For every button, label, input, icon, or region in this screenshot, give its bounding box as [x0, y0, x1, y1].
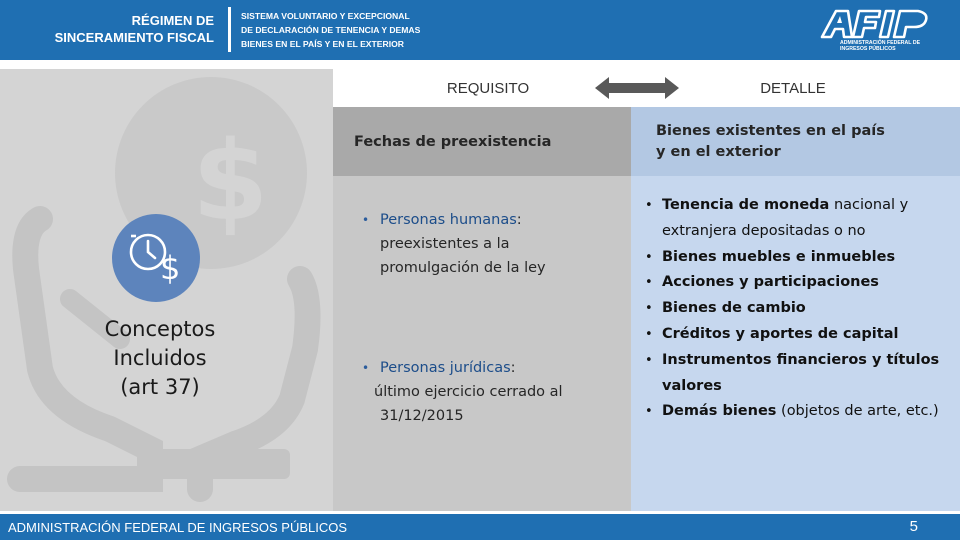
- list-item: [642, 348, 952, 400]
- item-bold: Acciones y participaciones: [662, 274, 879, 291]
- person-type: Personas jurídicas: [380, 360, 511, 376]
- list-item: [642, 399, 952, 425]
- concept-line3: (art 37): [120, 375, 200, 399]
- person-line2: 31/12/2015: [380, 408, 464, 424]
- detalle-header: [631, 107, 960, 176]
- item-bold: Bienes de cambio: [662, 300, 806, 317]
- bullet-icon: •: [362, 361, 370, 375]
- item-bold: Tenencia de moneda: [662, 197, 830, 213]
- header-subtitle-line1: SISTEMA VOLUNTARIO Y EXCEPCIONAL: [241, 11, 410, 21]
- detalle-body: [631, 176, 960, 511]
- detalle-list: [642, 193, 952, 425]
- bullet-icon: •: [362, 213, 370, 227]
- logo-org-line2: INGRESOS PÚBLICOS: [840, 46, 896, 52]
- item-rest: (objetos de arte, etc.): [776, 403, 939, 420]
- page-number: 5: [909, 518, 918, 535]
- item-rest: nacional y extranjera depositadas o no: [662, 197, 909, 239]
- label-requisito: REQUISITO: [446, 80, 530, 97]
- requisito-header: [333, 107, 631, 176]
- header-subtitle: [241, 9, 471, 51]
- item-bold: Demás bienes: [662, 403, 777, 420]
- header-divider: [228, 7, 231, 52]
- svg-text:$: $: [160, 249, 181, 287]
- person-line1: último ejercicio cerrado al: [374, 384, 563, 400]
- header-title: [0, 12, 214, 46]
- afip-logo: [818, 7, 938, 55]
- column-labels: [333, 69, 960, 107]
- concept-line1: Conceptos: [104, 317, 216, 341]
- list-item: [642, 322, 952, 348]
- logo-org-text: [840, 40, 940, 52]
- person-line2: promulgación de la ley: [380, 260, 546, 276]
- list-item: [642, 193, 952, 245]
- afip-logo-icon: [818, 7, 938, 41]
- header-subtitle-line3: BIENES EN EL PAÍS Y EN EL EXTERIOR: [241, 39, 405, 49]
- concept-line2: Incluidos: [113, 346, 207, 370]
- person-colon: :: [510, 360, 516, 376]
- item-bold: Bienes muebles e inmuebles: [662, 248, 896, 265]
- footer-org: ADMINISTRACIÓN FEDERAL DE INGRESOS PÚBLICOS: [8, 520, 348, 535]
- list-item: [362, 208, 622, 280]
- double-arrow-icon: [595, 75, 679, 101]
- svg-text:$: $: [192, 117, 269, 245]
- list-item: [642, 270, 952, 296]
- logo-org-line1: ADMINISTRACIÓN FEDERAL DE: [840, 40, 921, 46]
- person-type: Personas humanas: [380, 212, 517, 228]
- detalle-header-line2: y en el exterior: [656, 144, 781, 160]
- header-bar: [0, 0, 960, 60]
- detalle-header-line1: Bienes existentes en el país: [656, 123, 885, 139]
- list-item: [642, 296, 952, 322]
- header-subtitle-line2: DE DECLARACIÓN DE TENENCIA Y DEMAS: [241, 25, 421, 35]
- list-item: [642, 245, 952, 271]
- header-title-line1: RÉGIMEN DE: [131, 13, 214, 28]
- concept-panel: [0, 69, 333, 511]
- label-detalle: DETALLE: [760, 80, 826, 97]
- clock-money-icon: [112, 214, 200, 302]
- requisito-body: [333, 176, 631, 511]
- item-bold: Instrumentos financieros y títulos valores: [662, 351, 940, 394]
- requisito-header-text: Fechas de preexistencia: [354, 134, 552, 150]
- concept-title: [60, 315, 260, 402]
- person-line1: preexistentes a la: [380, 236, 510, 252]
- detalle-header-text: [656, 121, 946, 163]
- list-item: [362, 356, 630, 428]
- item-bold: Créditos y aportes de capital: [662, 325, 899, 342]
- footer-bar: [0, 514, 960, 540]
- header-title-line2: SINCERAMIENTO FISCAL: [54, 30, 214, 45]
- person-colon: :: [516, 212, 522, 228]
